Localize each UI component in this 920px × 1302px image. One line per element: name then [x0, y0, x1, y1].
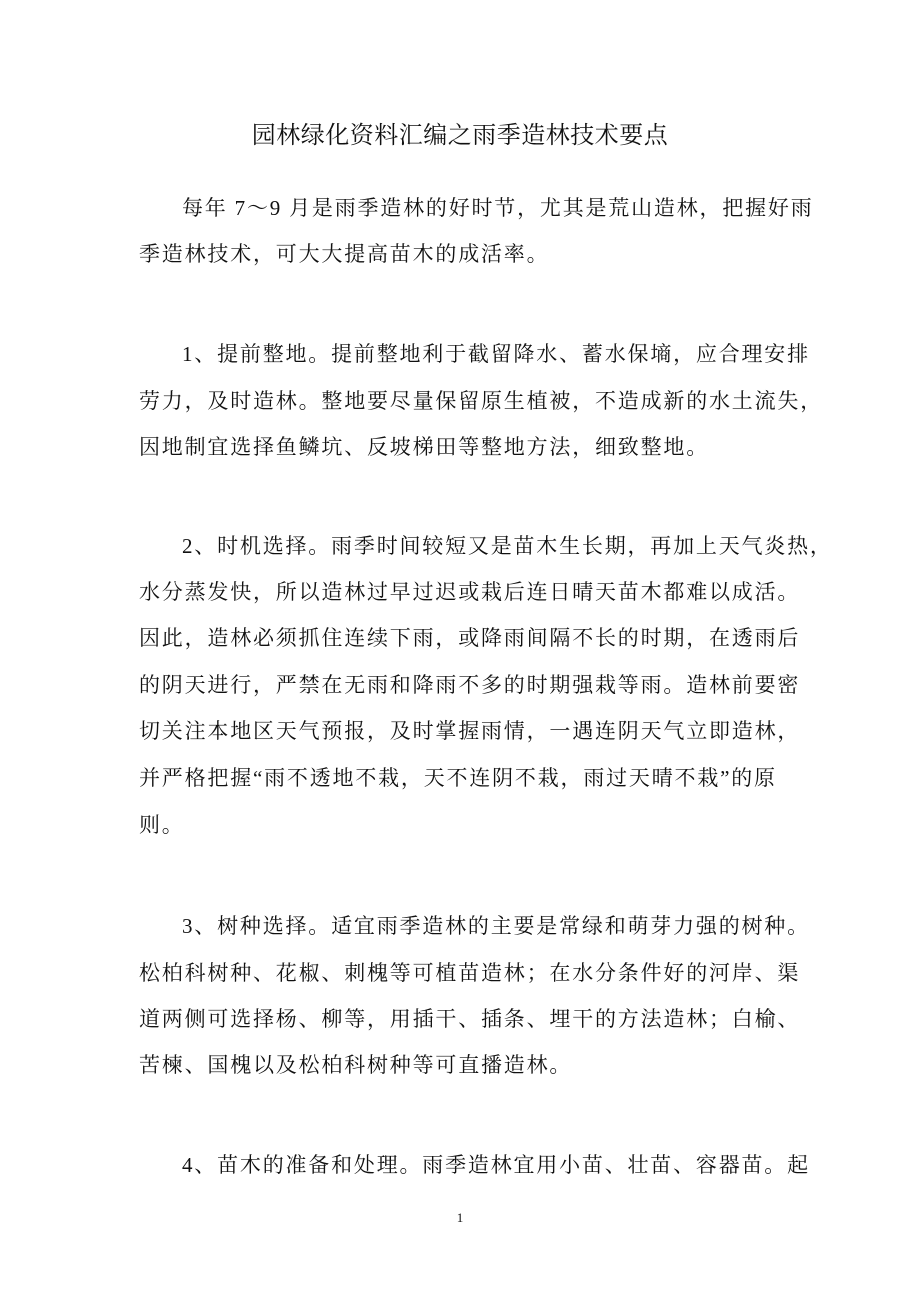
- text-line: 水分蒸发快，所以造林过早过迟或栽后连日晴天苗木都难以成活。: [139, 580, 801, 604]
- page-number: 1: [456, 1210, 464, 1225]
- text-line: 道两侧可选择杨、柳等，用插干、插条、埋干的方法造林；白榆、: [139, 1007, 801, 1031]
- text-line: 劳力，及时造林。整地要尽量保留原生植被，不造成新的水土流失，: [139, 389, 823, 413]
- text-line: 并严格把握“雨不透地不栽，天不连阴不栽，雨过天晴不栽”的原: [139, 766, 777, 790]
- text-line: 苦楝、国槐以及松柏科树种等可直播造林。: [139, 1053, 573, 1077]
- text-line: 季造林技术，可大大提高苗木的成活率。: [139, 242, 550, 266]
- text-line: 的阴天进行，严禁在无雨和降雨不多的时期强栽等雨。造林前要密: [139, 673, 801, 697]
- text-line: 2、时机选择。雨季时间较短又是苗木生长期，再加上天气炎热，: [182, 534, 833, 558]
- text-line: 每年 7～9 月是雨季造林的好时节，尤其是荒山造林，把握好雨: [182, 196, 814, 220]
- text-line: 4、苗木的准备和处理。雨季造林宜用小苗、壮苗、容器苗。起: [182, 1153, 810, 1177]
- text-line: 则。: [139, 813, 185, 837]
- document-title: 园林绿化资料汇编之雨季造林技术要点: [251, 122, 669, 149]
- text-line: 因地制宜选择鱼鳞坑、反坡梯田等整地方法，细致整地。: [139, 435, 709, 459]
- text-line: 1、提前整地。提前整地利于截留降水、蓄水保墒，应合理安排: [182, 342, 810, 366]
- text-line: 切关注本地区天气预报，及时掌握雨情，一遇连阴天气立即造林，: [139, 719, 801, 743]
- text-line: 松柏科树种、花椒、刺槐等可植苗造林；在水分条件好的河岸、渠: [139, 961, 801, 985]
- text-line: 3、树种选择。适宜雨季造林的主要是常绿和萌芽力强的树种。: [182, 914, 810, 938]
- text-line: 因此，造林必须抓住连续下雨，或降雨间隔不长的时期，在透雨后: [139, 626, 801, 650]
